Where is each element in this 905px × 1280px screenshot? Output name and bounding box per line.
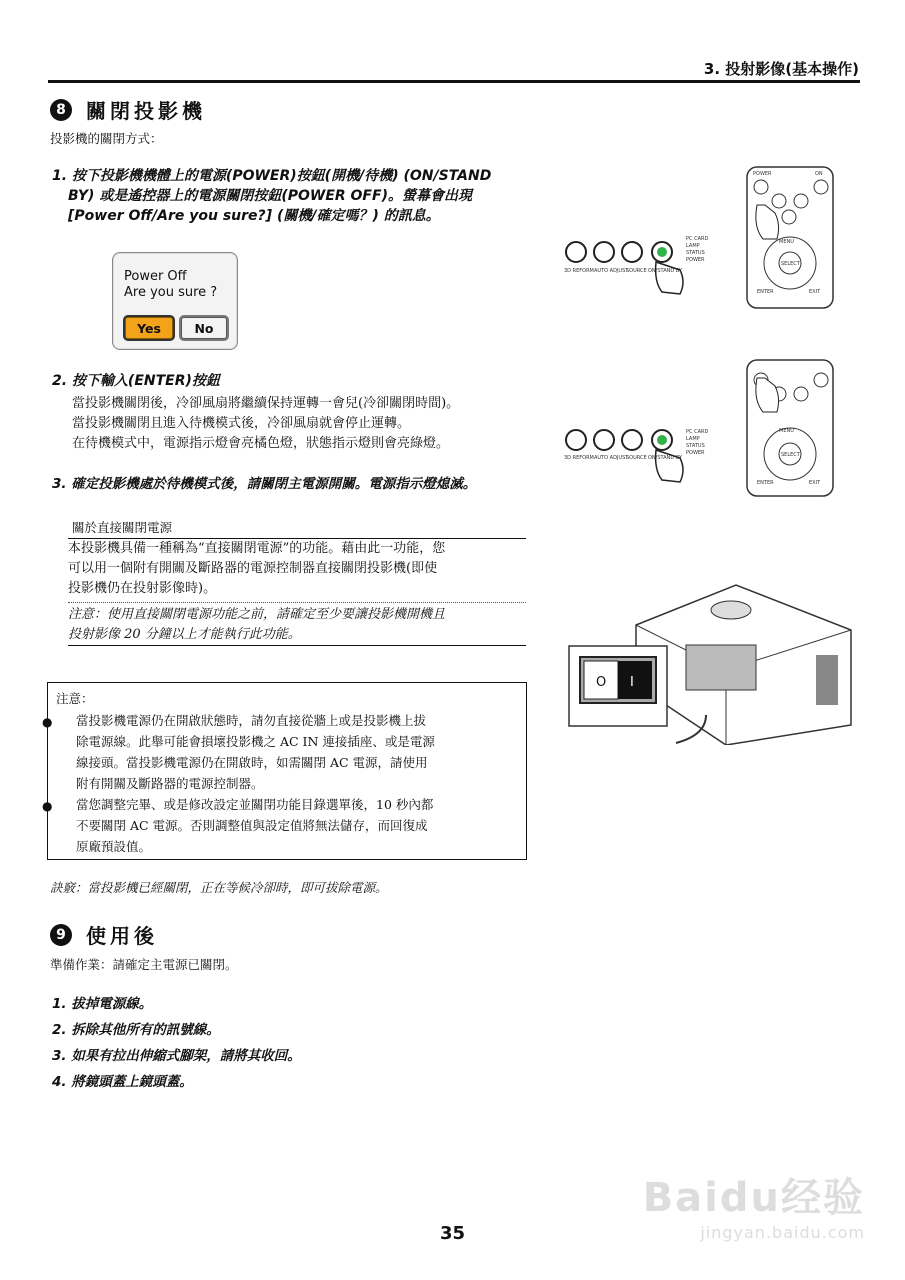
indicator-label: PC CARD <box>686 236 709 242</box>
step-1 <box>52 166 532 226</box>
step-2-line-3: 在待機模式中，電源指示燈會亮橘色燈，狀態指示燈則會亮綠燈。 <box>72 436 450 451</box>
watermark-brand: Baidu经验 <box>642 1175 865 1221</box>
indicator-label: LAMP <box>686 243 700 249</box>
caution-box <box>42 682 527 860</box>
step-2-line-2: 當投影機關閉且進入待機模式後，冷卻風扇就會停止運轉。 <box>72 416 411 431</box>
list-item: 4. 將鏡頭蓋上鏡頭蓋。 <box>52 1074 193 1090</box>
dialog-line-1: Power Off <box>124 269 187 284</box>
section-9-heading <box>50 920 158 949</box>
step-1-line-1: 1. 按下投影機機體上的電源(POWER)按鈕(開機/待機) (ON/STAND <box>52 168 492 184</box>
remote-label: POWER <box>753 171 772 177</box>
tip: 訣竅：當投影機已經關閉，正在等候冷卻時，即可拔除電源。 <box>50 880 388 895</box>
section-number-badge: 8 <box>50 99 72 121</box>
panel-button <box>594 242 614 262</box>
caution-2-line-1: 當您調整完畢、或是修改設定並關閉功能目錄選單後，10 秒內都 <box>76 797 434 812</box>
indicator-label: POWER <box>686 257 705 263</box>
power-off-dialog <box>112 252 238 350</box>
step-1-line-2: BY) 或是遙控器上的電源關閉按鈕(POWER OFF)。螢幕會出現 <box>68 188 472 204</box>
section-9-prep: 準備作業：請確定主電源已關閉。 <box>50 957 238 972</box>
bullet-dot: ● <box>42 799 53 813</box>
panel-label: 3D REFORM <box>564 268 594 274</box>
caution-1-line-3: 線接頭。當投影機電源仍在開啟時，如需關閉 AC 電源，請使用 <box>76 755 428 770</box>
caution-bullet-2 <box>76 794 433 857</box>
remote-label: ON <box>815 171 823 177</box>
indicator-label: STATUS <box>686 250 705 256</box>
no-button[interactable]: No <box>181 317 227 339</box>
projector-illustration <box>566 575 856 745</box>
remote-label: EXIT <box>809 480 821 486</box>
caution-2-line-3: 原廠預設值。 <box>76 839 152 854</box>
dialog-line-2: Are you sure ? <box>124 285 218 300</box>
caution-1-line-4: 附有開關及斷路器的電源控制器。 <box>76 776 264 791</box>
remote-label: MENU <box>779 239 794 245</box>
remote-label: ENTER <box>757 480 774 486</box>
section-8-heading <box>50 95 206 124</box>
direct-power-note-line-1: 注意：使用直接關閉電源功能之前，請確定至少要讓投影機開機且 <box>68 607 446 622</box>
remote-label: EXIT <box>809 289 821 295</box>
watermark <box>643 1166 865 1242</box>
panel-label: ON/STAND BY <box>648 268 683 274</box>
panel-label: 3D REFORM <box>564 455 594 461</box>
remote-control-illustration <box>745 358 835 498</box>
panel-label: AUTO ADJUST <box>594 268 629 274</box>
remote-label: SELECT <box>781 261 800 267</box>
panel-button <box>622 242 642 262</box>
step-2-title: 2. 按下輸入(ENTER)按鈕 <box>52 373 220 389</box>
hand-icon <box>656 262 683 294</box>
list-item: 1. 拔掉電源線。 <box>52 996 153 1012</box>
bullet-dot: ● <box>42 715 53 729</box>
remote-label: ENTER <box>757 289 774 295</box>
step-3: 3. 確定投影機處於待機模式後，請關閉主電源開關。電源指示燈熄滅。 <box>52 476 477 492</box>
chapter-title: 3. 投射影像(基本操作) <box>703 60 859 78</box>
header-rule <box>48 80 860 83</box>
panel-label: AUTO ADJUST <box>594 455 629 461</box>
direct-power-line-2: 可以用一個附有開關及斷路器的電源控制器直接關閉投影機(即使 <box>68 561 438 576</box>
page-number: 35 <box>439 1223 466 1244</box>
direct-power-note-line-2: 投射影像 20 分鐘以上才能執行此功能。 <box>68 627 301 642</box>
yes-button[interactable]: Yes <box>125 317 173 339</box>
remote-label: MENU <box>779 428 794 434</box>
section-number-badge: 9 <box>50 924 72 946</box>
indicator-label: LAMP <box>686 436 700 442</box>
switch-off-symbol: O <box>596 675 607 690</box>
control-panel-illustration <box>564 232 724 302</box>
panel-label: ON/STAND BY <box>648 455 683 461</box>
panel-label: SOURCE <box>626 268 647 274</box>
section-9-title: 使用後 <box>86 924 158 948</box>
dialog-message <box>124 269 217 301</box>
remote-label: SELECT <box>781 452 800 458</box>
section-8-intro: 投影機的關閉方式： <box>50 131 163 146</box>
step-2-line-1: 當投影機關閉後，冷卻風扇將繼續保持運轉一會兒(冷卻關閉時間)。 <box>72 396 460 411</box>
direct-power-title: 關於直接關閉電源 <box>72 520 173 535</box>
step-1-line-3: [Power Off/Are you sure?] (關機/確定嗎？) 的訊息。 <box>68 208 440 224</box>
caution-1-line-1: 當投影機電源仍在開啟狀態時，請勿直接從牆上或是投影機上拔 <box>76 713 427 728</box>
panel-label: SOURCE <box>626 455 647 461</box>
caution-1-line-2: 除電源線。此舉可能會損壞投影機之 AC IN 連接插座、或是電源 <box>76 734 435 749</box>
section-8-title: 關閉投影機 <box>86 99 206 123</box>
power-led <box>657 247 667 257</box>
step-2-body <box>72 394 459 454</box>
list-item: 2. 拆除其他所有的訊號線。 <box>52 1022 220 1038</box>
caution-bullet-1 <box>76 710 435 794</box>
watermark-url: jingyan.baidu.com <box>700 1223 865 1242</box>
caution-2-line-2: 不要關閉 AC 電源。否則調整值與設定值將無法儲存，而回復成 <box>76 818 428 833</box>
lens-icon <box>711 601 751 619</box>
control-panel-illustration <box>564 425 724 495</box>
indicator-label: POWER <box>686 450 705 456</box>
direct-power-body <box>68 538 526 599</box>
direct-power-line-1: 本投影機具備一種稱為“直接關閉電源”的功能。藉由此一功能，您 <box>68 541 446 556</box>
direct-power-line-3: 投影機仍在投射影像時)。 <box>68 581 217 596</box>
panel-button <box>566 242 586 262</box>
indicator-label: STATUS <box>686 443 705 449</box>
switch-on-symbol: I <box>630 675 634 690</box>
power-led <box>657 435 667 445</box>
section-9-list <box>52 991 301 1095</box>
remote-control-illustration <box>745 165 835 310</box>
caution-title: 注意： <box>56 691 94 706</box>
list-item: 3. 如果有拉出伸縮式腳架，請將其收回。 <box>52 1048 301 1064</box>
indicator-label: PC CARD <box>686 429 709 435</box>
direct-power-note <box>68 602 526 646</box>
